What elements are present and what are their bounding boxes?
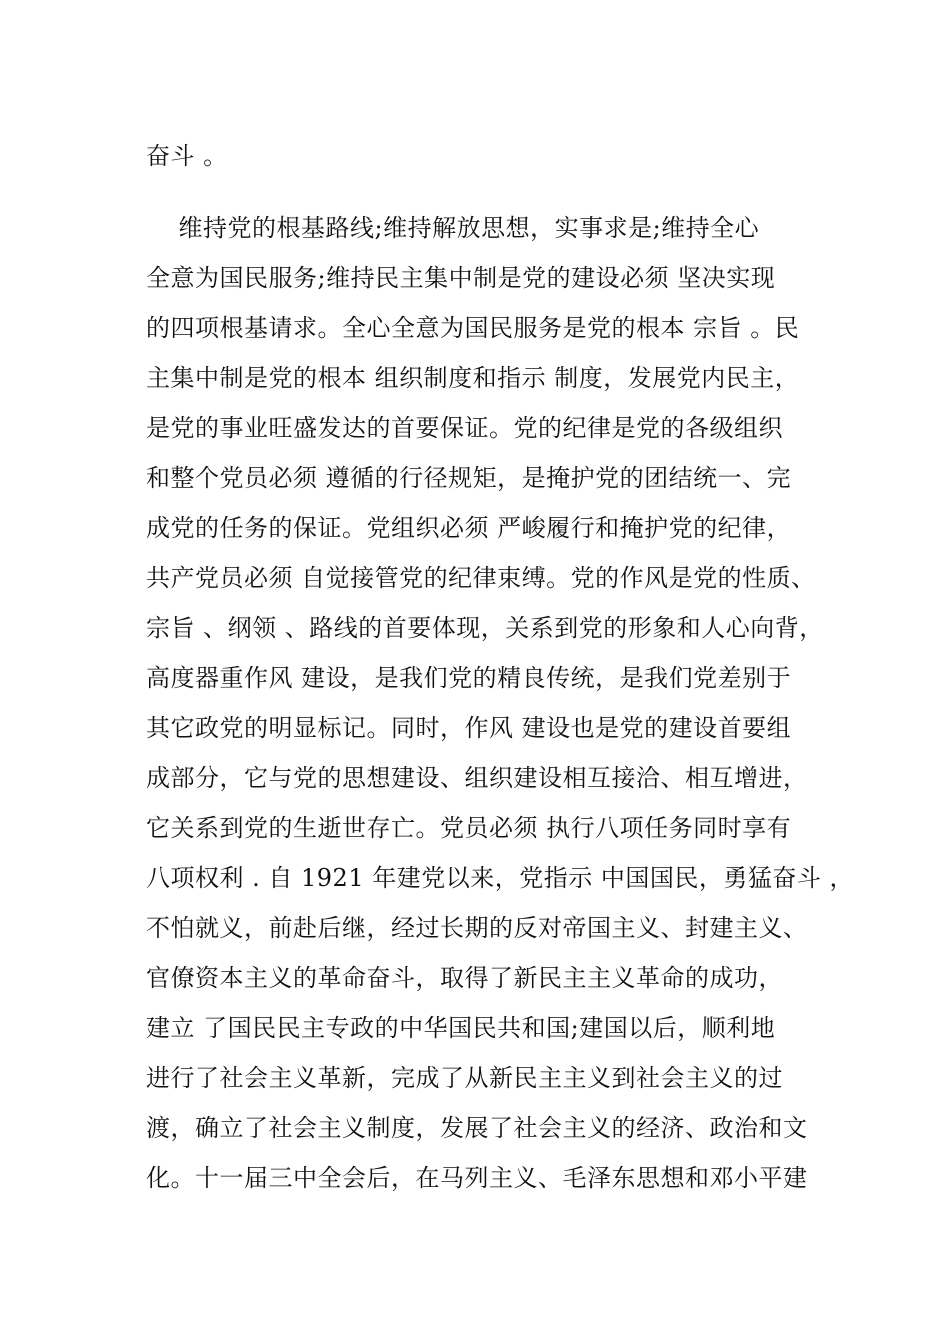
text-line: 进行了社会主义革新，完成了从新民主主义到社会主义的过 [146, 1064, 783, 1092]
paragraph-main [146, 203, 854, 1203]
text-line: 成部分，它与党的思想建设、组织建设相互接洽、相互增进， [146, 764, 808, 792]
text-line: 成党的任务的保证。党组织必须 严峻履行和掩护党的纪律， [146, 514, 792, 542]
paragraph-continuation [146, 131, 826, 181]
text-line: 全意为国民服务;维持民主集中制是党的建设必须 坚决实现 [146, 264, 776, 292]
text-line: 共产党员必须 自觉接管党的纪律束缚。党的作风是党的性质、 [146, 564, 816, 592]
text-line: 是党的事业旺盛发达的首要保证。党的纪律是党的各级组织 [146, 414, 783, 442]
text-line: 不怕就义，前赴后继，经过长期的反对帝国主义、封建主义、 [146, 914, 808, 942]
text-line: 渡，确立了社会主义制度，发展了社会主义的经济、政治和文 [146, 1114, 808, 1142]
text-line: 宗旨 、纲领 、路线的首要体现，关系到党的形象和人心向背， [146, 614, 824, 642]
text-line: 维持党的根基路线;维持解放思想，实事求是;维持全心 [146, 214, 760, 242]
text-line: 和整个党员必须 遵循的行径规矩，是掩护党的团结统一、完 [146, 464, 792, 492]
text-line: 官僚资本主义的革命奋斗，取得了新民主主义革命的成功， [146, 964, 783, 992]
text-line: 它关系到党的生逝世存亡。党员必须 执行八项任务同时享有 [146, 814, 792, 842]
text-line: 奋斗 。 [146, 142, 228, 170]
text-line: 的四项根基请求。全心全意为国民服务是党的根本 宗旨 。民 [146, 314, 800, 342]
text-line: 主集中制是党的根本 组织制度和指示 制度，发展党内民主， [146, 364, 800, 392]
text-line: 化。十一届三中全会后，在马列主义、毛泽东思想和邓小平建 [146, 1164, 808, 1192]
text-line: 八项权利 . 自 1921 年建党以来，党指示 中国国民，勇猛奋斗 ， [146, 864, 854, 892]
text-line: 其它政党的明显标记。同时，作风 建设也是党的建设首要组 [146, 714, 792, 742]
text-line: 建立 了国民民主专政的中华国民共和国;建国以后，顺利地 [146, 1014, 776, 1042]
text-line: 高度器重作风 建设，是我们党的精良传统，是我们党差别于 [146, 664, 792, 692]
